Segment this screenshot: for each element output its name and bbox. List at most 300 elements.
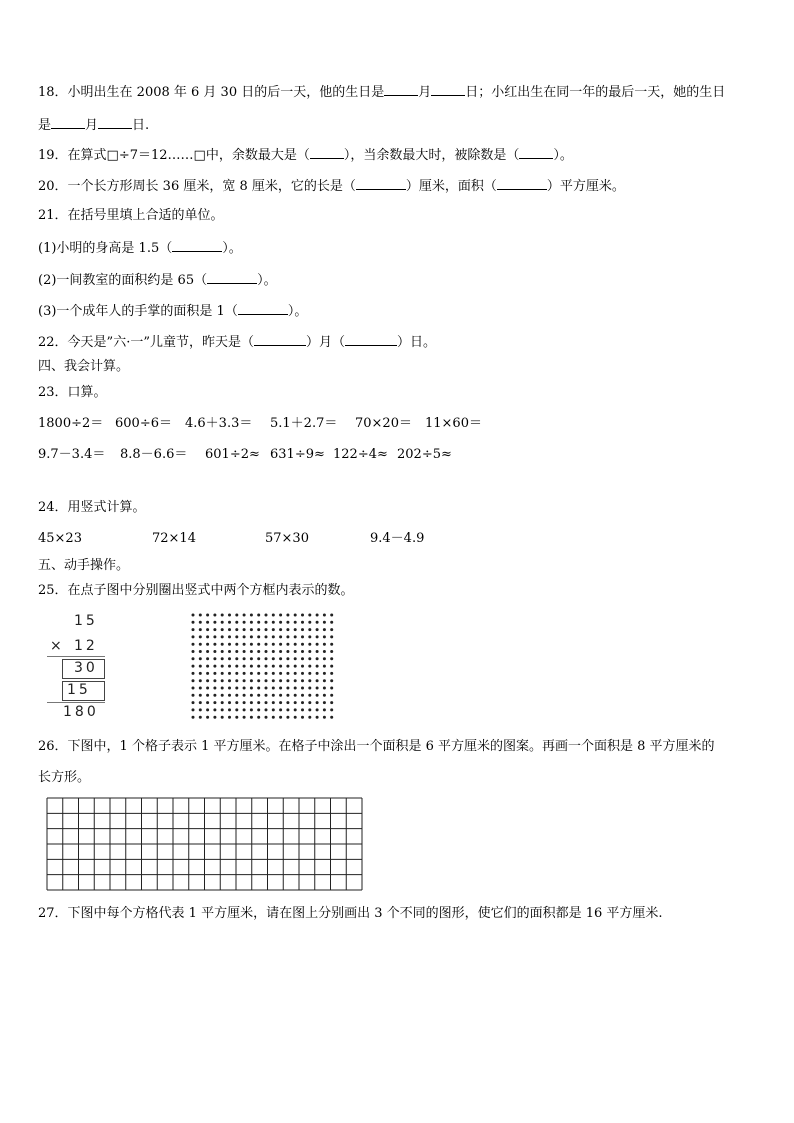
grid-dot [221, 657, 224, 660]
grid-dot [199, 708, 202, 711]
grid-dot [286, 716, 289, 719]
grid-dot [330, 643, 333, 646]
q23-r1-item: 5.1＋2.7＝ [270, 416, 338, 431]
grid-dot [308, 657, 311, 660]
grid-dot [272, 708, 275, 711]
grid-dot [221, 708, 224, 711]
q19-blank-remainder[interactable] [310, 146, 344, 159]
q23-r2-item: 9.7－3.4＝ [38, 447, 106, 462]
grid-dot [294, 665, 297, 668]
grid-dot [206, 679, 209, 682]
grid-dot [279, 621, 282, 624]
q25-dot-grid[interactable] [190, 612, 340, 724]
grid-dot [323, 657, 326, 660]
q18-month-blank-2[interactable] [51, 116, 85, 129]
grid-dot [192, 643, 195, 646]
grid-dot [257, 621, 260, 624]
q21-p2-close: ）。 [257, 273, 277, 288]
q22-text-b: ）月（ [305, 335, 345, 350]
grid-dot [265, 665, 268, 668]
grid-dot [257, 643, 260, 646]
grid-dot [308, 665, 311, 668]
grid-dot [228, 621, 231, 624]
grid-dot [221, 614, 224, 617]
grid-dot [286, 687, 289, 690]
grid-dot [257, 635, 260, 638]
grid-dot [294, 694, 297, 697]
grid-dot [221, 621, 224, 624]
grid-dot [199, 701, 202, 704]
q24-item: 45×23 [38, 531, 82, 546]
grid-dot [316, 628, 319, 631]
grid-dot [301, 628, 304, 631]
grid-dot [250, 701, 253, 704]
grid-dot [272, 643, 275, 646]
grid-dot [228, 665, 231, 668]
grid-dot [286, 650, 289, 653]
q22-text-c: ）日。 [396, 335, 436, 350]
grid-dot [206, 628, 209, 631]
q21-p3-blank[interactable] [238, 302, 288, 315]
grid-dot [294, 679, 297, 682]
grid-dot [250, 716, 253, 719]
q23-r2-item: 601÷2≈ [205, 447, 260, 462]
grid-dot [206, 708, 209, 711]
grid-dot [265, 679, 268, 682]
grid-dot [272, 665, 275, 668]
grid-dot [323, 614, 326, 617]
grid-dot [235, 621, 238, 624]
grid-dot [257, 650, 260, 653]
grid-dot [250, 708, 253, 711]
q21-part3 [38, 302, 307, 320]
grid-dot [316, 694, 319, 697]
grid-dot [250, 657, 253, 660]
grid-dot [272, 650, 275, 653]
q23-r1-item: 600÷6＝ [115, 416, 172, 431]
grid-dot [294, 687, 297, 690]
q25-line-1 [47, 656, 105, 657]
grid-dot [301, 635, 304, 638]
grid-dot [323, 694, 326, 697]
grid-dot [279, 708, 282, 711]
q19-text-a: 19．在算式□÷7＝12……□中，余数最大是（ [38, 148, 310, 163]
grid-dot [323, 635, 326, 638]
grid-dot [294, 614, 297, 617]
grid-dot [294, 628, 297, 631]
grid-dot [228, 708, 231, 711]
grid-dot [257, 628, 260, 631]
grid-dot [235, 679, 238, 682]
grid-dot [257, 694, 260, 697]
grid-dot [228, 635, 231, 638]
grid-dot [272, 716, 275, 719]
grid-dot [235, 701, 238, 704]
grid-dot [279, 628, 282, 631]
q22 [38, 333, 436, 351]
grid-dot [294, 657, 297, 660]
grid-dot [301, 687, 304, 690]
q20-blank-length[interactable] [356, 177, 406, 190]
grid-dot [286, 694, 289, 697]
grid-dot [243, 628, 246, 631]
grid-dot [235, 643, 238, 646]
grid-dot [316, 614, 319, 617]
grid-dot [323, 701, 326, 704]
q23-r1-item: 4.6＋3.3＝ [185, 416, 253, 431]
q18-day-blank-1[interactable] [431, 83, 465, 96]
grid-dot [228, 716, 231, 719]
grid-dot [286, 657, 289, 660]
grid-dot [272, 621, 275, 624]
section-5-heading: 五、动手操作。 [38, 558, 130, 573]
grid-dot [294, 672, 297, 675]
q25-title: 25．在点子图中分别圈出竖式中两个方框内表示的数。 [38, 583, 354, 598]
grid-dot [272, 614, 275, 617]
grid-dot [286, 643, 289, 646]
q23-r2-item: 8.8－6.6＝ [120, 447, 188, 462]
grid-dot [213, 635, 216, 638]
grid-dot [279, 650, 282, 653]
grid-dot [316, 650, 319, 653]
grid-dot [301, 672, 304, 675]
q24-title: 24．用竖式计算。 [38, 500, 146, 515]
q25-top-number: 15 [74, 613, 98, 629]
grid-dot [243, 679, 246, 682]
grid-dot [228, 679, 231, 682]
grid-dot [272, 672, 275, 675]
grid-dot [294, 716, 297, 719]
grid-dot [301, 679, 304, 682]
grid-dot [279, 701, 282, 704]
q25-second-number: 12 [74, 638, 98, 654]
grid-dot [199, 716, 202, 719]
grid-dot [301, 708, 304, 711]
grid-dot [323, 708, 326, 711]
q27-text: 27．下图中每个方格代表 1 平方厘米，请在图上分别画出 3 个不同的图形，使它们的面积都是 16 平方厘米. [38, 906, 663, 921]
grid-dot [272, 687, 275, 690]
q18-month-label-1: 月 [418, 85, 432, 100]
grid-dot [257, 614, 260, 617]
q21-p3-text: (3)一个成年人的手掌的面积是 1（ [38, 304, 238, 319]
q26-square-grid[interactable] [46, 797, 366, 892]
grid-dot [192, 708, 195, 711]
grid-dot [272, 657, 275, 660]
grid-dot [192, 635, 195, 638]
grid-dot [265, 687, 268, 690]
grid-dot [192, 679, 195, 682]
section-4-heading: 四、我会计算。 [38, 359, 130, 374]
grid-dot [301, 621, 304, 624]
grid-dot [250, 665, 253, 668]
grid-dot [243, 657, 246, 660]
q22-blank-month[interactable] [254, 333, 306, 346]
grid-dot [330, 657, 333, 660]
grid-dot [199, 621, 202, 624]
grid-dot [257, 679, 260, 682]
grid-dot [228, 672, 231, 675]
grid-dot [323, 628, 326, 631]
q25-line-2 [47, 702, 105, 703]
grid-dot [221, 716, 224, 719]
grid-dot [279, 635, 282, 638]
grid-dot [272, 701, 275, 704]
grid-dot [330, 628, 333, 631]
grid-dot [316, 687, 319, 690]
grid-dot [316, 657, 319, 660]
grid-dot [199, 687, 202, 690]
grid-dot [265, 650, 268, 653]
grid-dot [228, 614, 231, 617]
grid-dot [316, 635, 319, 638]
grid-dot [199, 635, 202, 638]
grid-dot [228, 628, 231, 631]
grid-dot [243, 614, 246, 617]
grid-dot [257, 701, 260, 704]
grid-dot [330, 621, 333, 624]
q23-r1-item: 1800÷2＝ [38, 416, 104, 431]
q25-result: 180 [63, 704, 99, 720]
grid-dot [243, 694, 246, 697]
grid-dot [243, 672, 246, 675]
grid-dot [265, 628, 268, 631]
grid-dot [221, 650, 224, 653]
grid-dot [250, 672, 253, 675]
grid-dot [279, 694, 282, 697]
grid-dot [235, 694, 238, 697]
grid-dot [308, 672, 311, 675]
grid-dot [206, 701, 209, 704]
q19-text-c: ）。 [553, 148, 573, 163]
grid-dot [316, 679, 319, 682]
grid-dot [279, 665, 282, 668]
grid-dot [192, 672, 195, 675]
grid-dot [221, 635, 224, 638]
q19-blank-dividend[interactable] [519, 146, 553, 159]
q18-text-d: 日. [132, 118, 150, 133]
grid-dot [323, 687, 326, 690]
grid-dot [213, 716, 216, 719]
q19-text-b: ），当余数最大时，被除数是（ [343, 148, 520, 163]
grid-dot [316, 643, 319, 646]
grid-dot [286, 621, 289, 624]
grid-dot [265, 716, 268, 719]
grid-dot [294, 635, 297, 638]
grid-dot [279, 614, 282, 617]
grid-dot [243, 665, 246, 668]
grid-dot [213, 679, 216, 682]
q21-part2 [38, 271, 277, 289]
grid-dot [308, 643, 311, 646]
grid-dot [250, 643, 253, 646]
grid-dot [199, 657, 202, 660]
grid-dot [286, 679, 289, 682]
grid-dot [235, 614, 238, 617]
q21-p1-text: (1)小明的身高是 1.5（ [38, 241, 173, 256]
grid-dot [279, 672, 282, 675]
grid-dot [265, 614, 268, 617]
q22-blank-day[interactable] [345, 333, 397, 346]
grid-dot [257, 687, 260, 690]
grid-dot [243, 708, 246, 711]
grid-dot [330, 665, 333, 668]
grid-dot [330, 716, 333, 719]
grid-dot [257, 665, 260, 668]
grid-dot [206, 635, 209, 638]
q21-part1 [38, 239, 242, 257]
grid-dot [279, 716, 282, 719]
q18-line2 [38, 116, 149, 134]
grid-dot [221, 643, 224, 646]
grid-dot [316, 708, 319, 711]
q20-blank-area[interactable] [497, 177, 547, 190]
grid-dot [213, 650, 216, 653]
grid-dot [257, 708, 260, 711]
grid-dot [243, 635, 246, 638]
grid-dot [243, 701, 246, 704]
grid-dot [323, 672, 326, 675]
q25-operator: × [50, 638, 65, 654]
grid-dot [330, 672, 333, 675]
grid-dot [199, 694, 202, 697]
grid-dot [235, 687, 238, 690]
q21-p3-close: ）。 [287, 304, 308, 319]
grid-dot [228, 657, 231, 660]
grid-dot [199, 665, 202, 668]
grid-dot [235, 716, 238, 719]
grid-dot [192, 665, 195, 668]
grid-dot [330, 679, 333, 682]
grid-dot [250, 628, 253, 631]
grid-dot [286, 672, 289, 675]
grid-dot [265, 635, 268, 638]
q21-p1-close: ）。 [222, 241, 242, 256]
q18-text-b: 日；小红出生在同一年的最后一天，她的生日 [465, 85, 726, 100]
grid-dot [294, 701, 297, 704]
grid-dot [221, 687, 224, 690]
q21-p2-text: (2)一间教室的面积约是 65（ [38, 273, 208, 288]
grid-dot [221, 679, 224, 682]
grid-dot [323, 665, 326, 668]
grid-dot [301, 701, 304, 704]
grid-dot [301, 657, 304, 660]
grid-dot [213, 657, 216, 660]
grid-dot [228, 694, 231, 697]
grid-dot [250, 694, 253, 697]
grid-dot [192, 701, 195, 704]
grid-dot [199, 643, 202, 646]
q21-p2-blank[interactable] [207, 271, 257, 284]
grid-dot [206, 650, 209, 653]
grid-dot [213, 621, 216, 624]
q23-r2-item: 122÷4≈ [333, 447, 388, 462]
grid-dot [192, 694, 195, 697]
q23-r2-item: 202÷5≈ [397, 447, 452, 462]
q18-day-blank-2[interactable] [98, 116, 132, 129]
grid-dot [286, 665, 289, 668]
grid-dot [199, 614, 202, 617]
grid-dot [265, 708, 268, 711]
grid-dot [235, 672, 238, 675]
grid-dot [286, 628, 289, 631]
grid-dot [301, 643, 304, 646]
q25-partial-1: 30 [74, 660, 98, 676]
grid-dot [316, 701, 319, 704]
grid-dot [221, 628, 224, 631]
grid-dot [221, 672, 224, 675]
grid-dot [235, 635, 238, 638]
grid-dot [279, 679, 282, 682]
grid-dot [235, 657, 238, 660]
q23-title: 23．口算。 [38, 385, 107, 400]
grid-dot [243, 650, 246, 653]
q18-month-blank-1[interactable] [384, 83, 418, 96]
q25-partial-2: 15 [67, 682, 91, 698]
grid-dot [294, 650, 297, 653]
grid-dot [206, 694, 209, 697]
grid-dot [265, 694, 268, 697]
grid-dot [316, 716, 319, 719]
grid-dot [265, 643, 268, 646]
grid-dot [308, 650, 311, 653]
q20-text-a: 20．一个长方形周长 36 厘米，宽 8 厘米，它的长是（ [38, 179, 356, 194]
grid-dot [213, 694, 216, 697]
grid-dot [286, 635, 289, 638]
grid-dot [257, 657, 260, 660]
grid-dot [228, 650, 231, 653]
grid-dot [301, 614, 304, 617]
grid-dot [301, 694, 304, 697]
grid-dot [213, 701, 216, 704]
grid-dot [192, 628, 195, 631]
grid-dot [228, 687, 231, 690]
grid-dot [265, 621, 268, 624]
grid-dot [192, 657, 195, 660]
q21-title: 21．在括号里填上合适的单位。 [38, 208, 224, 223]
grid-dot [243, 643, 246, 646]
q21-p1-blank[interactable] [172, 239, 222, 252]
grid-dot [308, 694, 311, 697]
grid-dot [221, 701, 224, 704]
grid-dot [250, 687, 253, 690]
grid-dot [308, 687, 311, 690]
grid-dot [323, 650, 326, 653]
grid-dot [221, 694, 224, 697]
grid-dot [279, 687, 282, 690]
grid-dot [308, 701, 311, 704]
grid-dot [199, 672, 202, 675]
grid-dot [301, 716, 304, 719]
grid-dot [243, 621, 246, 624]
grid-dot [192, 614, 195, 617]
grid-dot [265, 672, 268, 675]
grid-dot [294, 708, 297, 711]
grid-dot [206, 665, 209, 668]
grid-dot [330, 694, 333, 697]
grid-dot [228, 643, 231, 646]
grid-dot [250, 635, 253, 638]
grid-dot [250, 621, 253, 624]
q18-line1 [38, 83, 725, 101]
grid-dot [213, 672, 216, 675]
grid-dot [323, 621, 326, 624]
q24-item: 57×30 [265, 531, 309, 546]
grid-dot [250, 679, 253, 682]
grid-dot [243, 716, 246, 719]
grid-dot [199, 650, 202, 653]
q26-line2: 长方形。 [38, 770, 91, 785]
grid-dot [199, 679, 202, 682]
